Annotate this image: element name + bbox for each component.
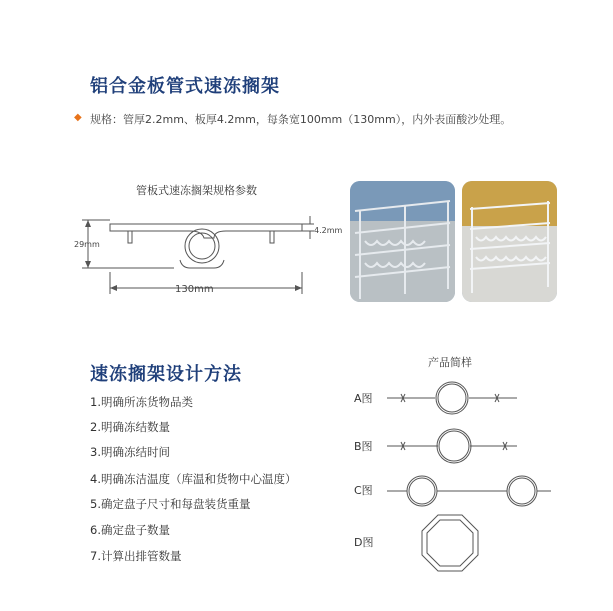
product-label-d: D图 [354,536,374,549]
step-2: 2.明确冻结数量 [90,420,170,434]
profile-caption: 管板式速冻搁架规格参数 [136,184,257,197]
step-4: 4.明确冻洁温度（库温和货物中心温度） [90,472,297,486]
shelf-photo-left [350,181,455,302]
spec-text: 规格：管厚2.2mm、板厚4.2mm，每条宽100mm（130mm），内外表面酸沙处理。 [90,113,512,126]
section-title-design: 速冻搁架设计方法 [90,364,242,385]
product-sketch-b [385,427,520,465]
products-caption: 产品简样 [428,356,472,369]
step-5: 5.确定盘子尺寸和每盘装货重量 [90,497,251,511]
product-sketch-d [420,513,480,573]
thickness-dim-label: 4.2mm [314,226,343,235]
step-7: 7.计算出排管数量 [90,549,182,563]
tube-inner [189,233,215,259]
height-dim-label: 29mm [74,240,100,249]
product-sketch-a [385,380,520,415]
product-label-a: A图 [354,392,373,405]
step-6: 6.确定盘子数量 [90,523,170,537]
step-1: 1.明确所冻货物品类 [90,395,193,409]
step-3: 3.明确冻结时间 [90,445,170,459]
shelf-photo-right-image [462,181,557,302]
shelf-photo-left-image [350,181,455,302]
product-sketch-c [385,473,555,509]
orange-diamond-icon: ◆ [74,112,82,123]
section-title-shelf: 铝合金板管式速冻搁架 [90,76,280,97]
shelf-photo-right [462,181,557,302]
width-dim-label: 130mm [175,284,214,295]
product-label-c: C图 [354,484,373,497]
product-label-b: B图 [354,440,373,453]
